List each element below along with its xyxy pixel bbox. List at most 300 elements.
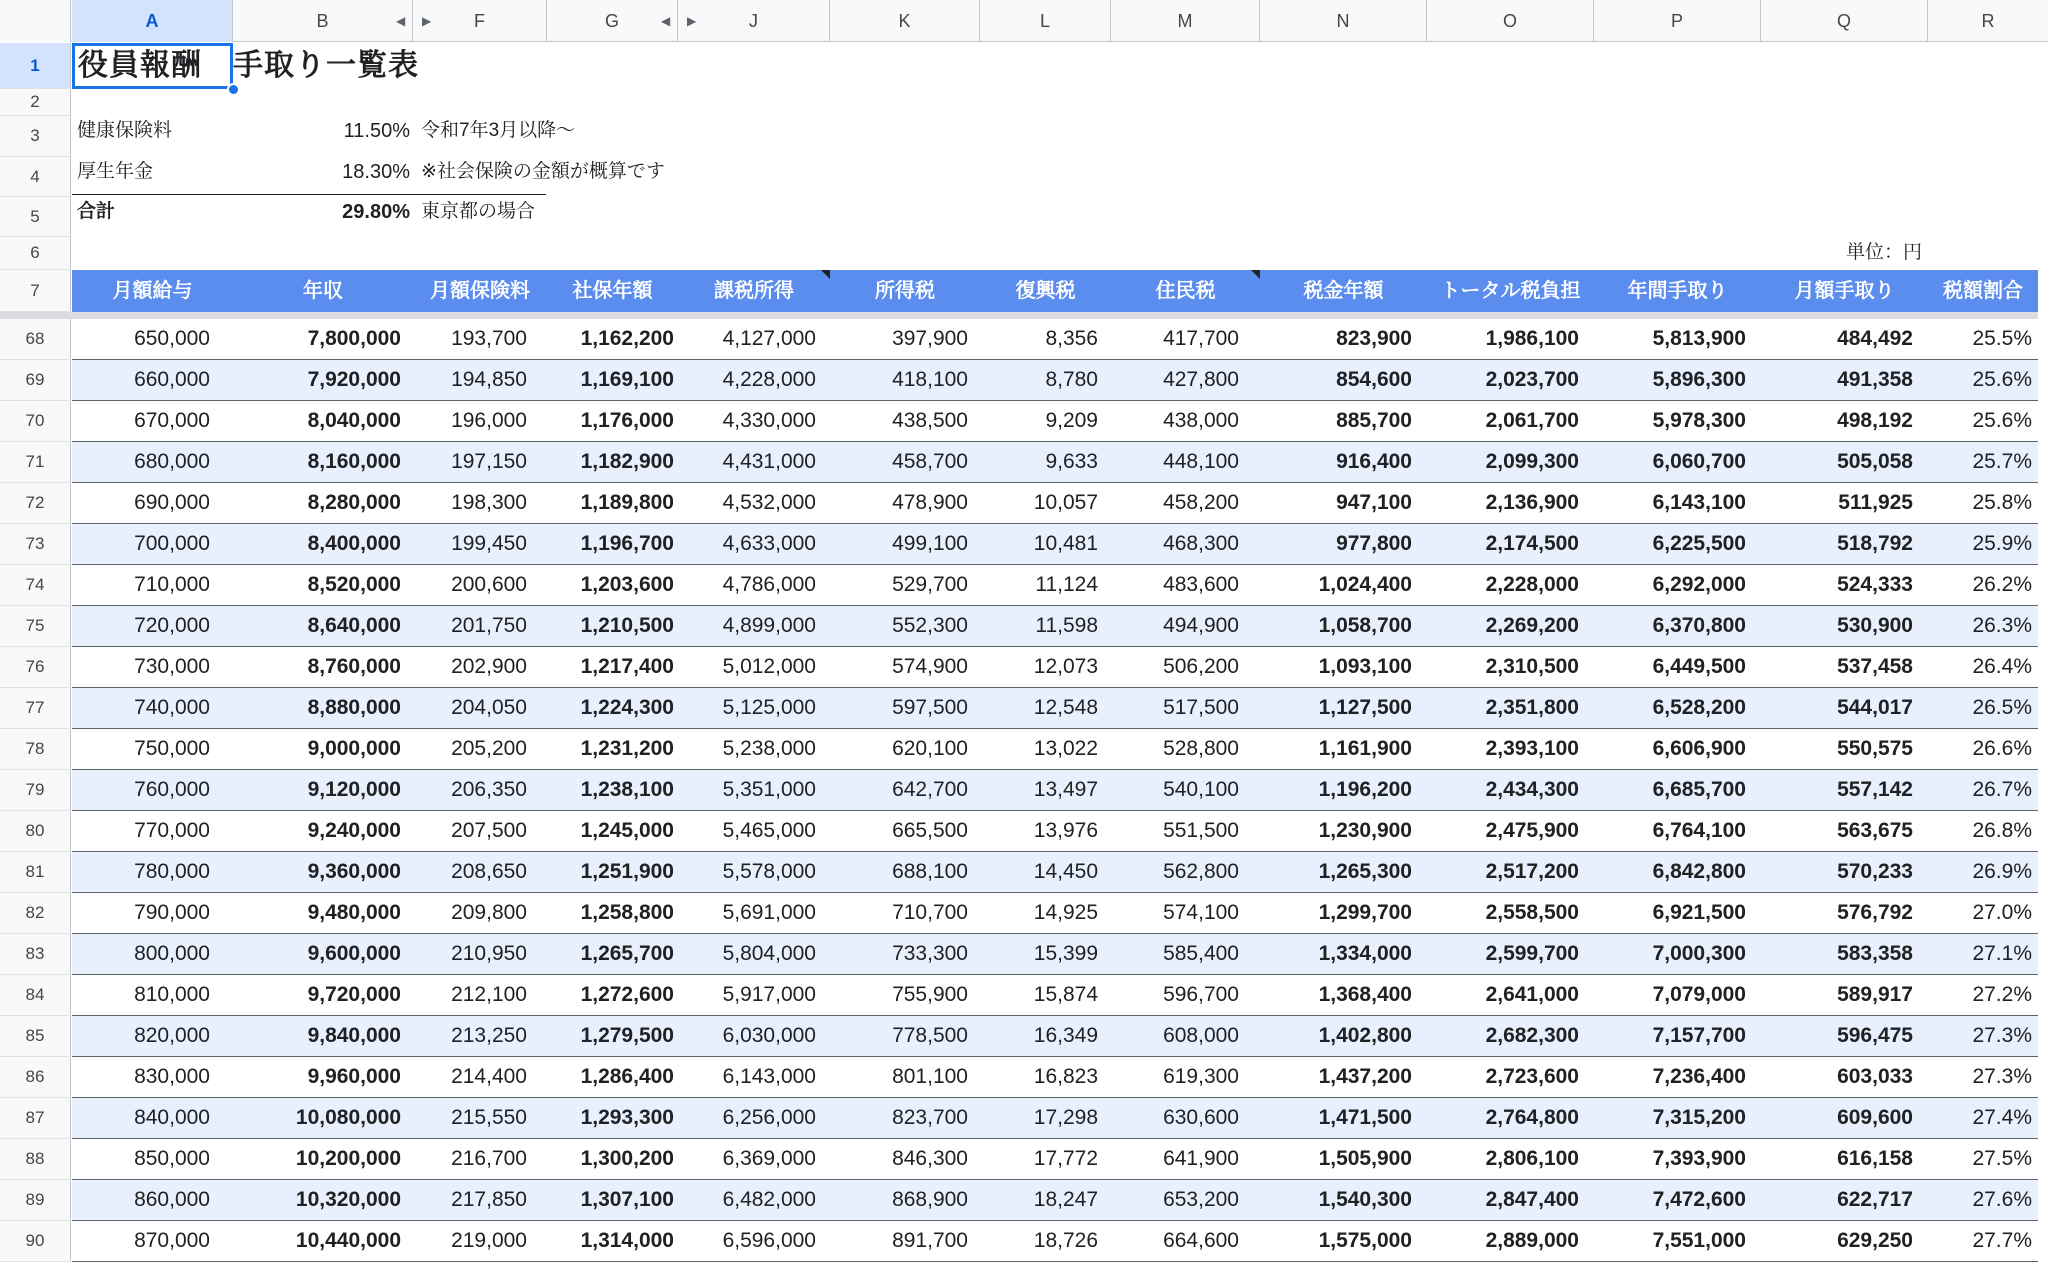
cell-monthly-salary[interactable]: 720,000 (134, 614, 210, 637)
cell-monthly-takehome[interactable]: 616,158 (1837, 1147, 1913, 1170)
unit-label[interactable]: 単位：円 (1845, 242, 1922, 263)
cell-resident-tax[interactable]: 596,700 (1163, 983, 1239, 1006)
row-header[interactable]: 68 (0, 319, 71, 360)
cell-monthly-takehome[interactable]: 576,792 (1837, 901, 1913, 924)
row-header-6[interactable]: 6 (0, 237, 71, 270)
cell-taxable-income[interactable]: 6,256,000 (722, 1106, 816, 1129)
cell-reconstruction-tax[interactable]: 8,780 (1045, 368, 1098, 391)
cell-annual-social-insurance[interactable]: 1,293,300 (580, 1106, 674, 1129)
cell-resident-tax[interactable]: 458,200 (1163, 491, 1239, 514)
cell-taxable-income[interactable]: 4,633,000 (722, 532, 816, 555)
row-header[interactable]: 77 (0, 688, 71, 729)
cell-reconstruction-tax[interactable]: 12,073 (1033, 655, 1098, 678)
cell-resident-tax[interactable]: 608,000 (1163, 1024, 1239, 1047)
cell-reconstruction-tax[interactable]: 10,057 (1033, 491, 1098, 514)
cell-monthly-takehome[interactable]: 530,900 (1837, 614, 1913, 637)
cell-annual-social-insurance[interactable]: 1,189,800 (580, 491, 674, 514)
cell-income-tax[interactable]: 478,900 (892, 491, 968, 514)
cell-monthly-takehome[interactable]: 511,925 (1838, 491, 1913, 514)
row-header[interactable]: 82 (0, 893, 71, 934)
cell-monthly-takehome[interactable]: 491,358 (1837, 368, 1913, 391)
cell-annual-income[interactable]: 10,320,000 (295, 1188, 401, 1211)
cell-monthly-salary[interactable]: 670,000 (134, 409, 210, 432)
cell-annual-income[interactable]: 10,200,000 (295, 1147, 401, 1170)
cell-annual-tax[interactable]: 1,368,400 (1318, 983, 1412, 1006)
cell-monthly-salary[interactable]: 870,000 (134, 1229, 210, 1252)
cell-total-burden[interactable]: 2,558,500 (1485, 901, 1579, 924)
th-resident-tax[interactable]: 住民税 (1155, 280, 1216, 302)
cell-resident-tax[interactable]: 468,300 (1163, 532, 1239, 555)
cell-tax-ratio[interactable]: 27.0% (1972, 901, 2032, 924)
cell-annual-tax[interactable]: 1,402,800 (1318, 1024, 1412, 1047)
cell-income-tax[interactable]: 868,900 (892, 1188, 968, 1211)
cell-tax-ratio[interactable]: 27.4% (1972, 1106, 2032, 1129)
cell-annual-social-insurance[interactable]: 1,224,300 (580, 696, 674, 719)
cell-annual-income[interactable]: 8,160,000 (307, 450, 401, 473)
row-header-7[interactable]: 7 (0, 270, 71, 312)
pension-note[interactable]: ※社会保険の金額が概算です (421, 161, 665, 182)
cell-reconstruction-tax[interactable]: 15,874 (1033, 983, 1098, 1006)
cell-income-tax[interactable]: 801,100 (892, 1065, 968, 1088)
cell-annual-takehome[interactable]: 6,060,700 (1652, 450, 1746, 473)
th-annual-takehome[interactable]: 年間手取り (1627, 280, 1728, 302)
cell-annual-income[interactable]: 9,960,000 (307, 1065, 401, 1088)
cell-annual-takehome[interactable]: 6,528,200 (1652, 696, 1746, 719)
cell-annual-social-insurance[interactable]: 1,314,000 (580, 1229, 674, 1252)
hidden-columns-right-arrow-icon[interactable]: ▶ (422, 14, 432, 28)
row-header[interactable]: 90 (0, 1221, 71, 1262)
cell-income-tax[interactable]: 733,300 (892, 942, 968, 965)
cell-tax-ratio[interactable]: 25.5% (1972, 327, 2032, 350)
column-header-o[interactable]: O (1427, 0, 1594, 42)
cell-monthly-insurance[interactable]: 217,850 (451, 1188, 527, 1211)
hidden-columns-left-arrow-icon[interactable]: ◀ (661, 14, 671, 28)
cell-resident-tax[interactable]: 448,100 (1163, 450, 1239, 473)
cell-annual-tax[interactable]: 1,196,200 (1318, 778, 1412, 801)
cell-annual-social-insurance[interactable]: 1,231,200 (580, 737, 674, 760)
cell-income-tax[interactable]: 499,100 (892, 532, 968, 555)
cell-monthly-insurance[interactable]: 213,250 (451, 1024, 527, 1047)
cell-total-burden[interactable]: 2,023,700 (1485, 368, 1579, 391)
cell-income-tax[interactable]: 552,300 (892, 614, 968, 637)
cell-annual-social-insurance[interactable]: 1,300,200 (580, 1147, 674, 1170)
cell-annual-tax[interactable]: 1,127,500 (1318, 696, 1412, 719)
cell-total-burden[interactable]: 2,434,300 (1485, 778, 1579, 801)
cell-monthly-salary[interactable]: 810,000 (134, 983, 210, 1006)
column-header-p[interactable]: P (1594, 0, 1761, 42)
cell-monthly-salary[interactable]: 850,000 (134, 1147, 210, 1170)
cell-annual-income[interactable]: 9,120,000 (307, 778, 401, 801)
cell-annual-social-insurance[interactable]: 1,265,700 (580, 942, 674, 965)
cell-monthly-salary[interactable]: 860,000 (134, 1188, 210, 1211)
cell-taxable-income[interactable]: 5,917,000 (722, 983, 816, 1006)
cell-income-tax[interactable]: 710,700 (892, 901, 968, 924)
cell-annual-takehome[interactable]: 6,764,100 (1652, 819, 1746, 842)
cell-taxable-income[interactable]: 4,330,000 (722, 409, 816, 432)
cell-annual-tax[interactable]: 885,700 (1336, 409, 1412, 432)
cell-total-burden[interactable]: 2,599,700 (1485, 942, 1579, 965)
cell-income-tax[interactable]: 418,100 (892, 368, 968, 391)
cell-tax-ratio[interactable]: 25.7% (1972, 450, 2032, 473)
cell-reconstruction-tax[interactable]: 18,726 (1033, 1229, 1098, 1252)
total-rate-label[interactable]: 合計 (77, 201, 116, 222)
cell-monthly-takehome[interactable]: 583,358 (1837, 942, 1913, 965)
cell-monthly-takehome[interactable]: 622,717 (1837, 1188, 1913, 1211)
cell-reconstruction-tax[interactable]: 13,022 (1033, 737, 1098, 760)
row-header[interactable]: 84 (0, 975, 71, 1016)
cell-annual-income[interactable]: 8,880,000 (307, 696, 401, 719)
cell-annual-takehome[interactable]: 7,000,300 (1652, 942, 1746, 965)
cell-annual-income[interactable]: 9,240,000 (307, 819, 401, 842)
cell-monthly-takehome[interactable]: 609,600 (1837, 1106, 1913, 1129)
cell-monthly-salary[interactable]: 760,000 (134, 778, 210, 801)
column-header-f[interactable]: F (413, 0, 547, 42)
cell-taxable-income[interactable]: 6,596,000 (722, 1229, 816, 1252)
region-note[interactable]: 東京都の場合 (421, 201, 536, 222)
cell-taxable-income[interactable]: 6,030,000 (722, 1024, 816, 1047)
cell-income-tax[interactable]: 397,900 (892, 327, 968, 350)
cell-monthly-takehome[interactable]: 589,917 (1837, 983, 1913, 1006)
cell-reconstruction-tax[interactable]: 11,124 (1035, 573, 1098, 596)
cell-annual-takehome[interactable]: 6,685,700 (1652, 778, 1746, 801)
cell-resident-tax[interactable]: 574,100 (1163, 901, 1239, 924)
cell-monthly-takehome[interactable]: 596,475 (1837, 1024, 1913, 1047)
cell-monthly-takehome[interactable]: 563,675 (1837, 819, 1913, 842)
health-insurance-rate[interactable]: 11.50% (343, 120, 410, 142)
cell-monthly-insurance[interactable]: 215,550 (451, 1106, 527, 1129)
cell-taxable-income[interactable]: 4,899,000 (722, 614, 816, 637)
cell-monthly-insurance[interactable]: 210,950 (451, 942, 527, 965)
cell-annual-income[interactable]: 10,080,000 (295, 1106, 401, 1129)
cell-resident-tax[interactable]: 653,200 (1163, 1188, 1239, 1211)
cell-annual-takehome[interactable]: 6,921,500 (1652, 901, 1746, 924)
cell-monthly-salary[interactable]: 650,000 (134, 327, 210, 350)
cell-tax-ratio[interactable]: 27.7% (1972, 1229, 2032, 1252)
cell-annual-takehome[interactable]: 6,370,800 (1652, 614, 1746, 637)
cell-tax-ratio[interactable]: 25.6% (1972, 368, 2032, 391)
cell-annual-takehome[interactable]: 6,143,100 (1652, 491, 1746, 514)
cell-total-burden[interactable]: 2,889,000 (1485, 1229, 1579, 1252)
row-header[interactable]: 80 (0, 811, 71, 852)
hidden-columns-left-arrow-icon[interactable]: ◀ (396, 14, 406, 28)
row-header[interactable]: 75 (0, 606, 71, 647)
cell-total-burden[interactable]: 2,806,100 (1485, 1147, 1579, 1170)
cell-monthly-takehome[interactable]: 603,033 (1837, 1065, 1913, 1088)
cell-annual-tax[interactable]: 977,800 (1336, 532, 1412, 555)
cell-tax-ratio[interactable]: 26.5% (1972, 696, 2032, 719)
cell-monthly-salary[interactable]: 730,000 (134, 655, 210, 678)
cell-annual-social-insurance[interactable]: 1,169,100 (580, 368, 674, 391)
cell-annual-social-insurance[interactable]: 1,162,200 (580, 327, 674, 350)
cell-monthly-salary[interactable]: 680,000 (134, 450, 210, 473)
cell-monthly-salary[interactable]: 750,000 (134, 737, 210, 760)
cell-monthly-insurance[interactable]: 204,050 (451, 696, 527, 719)
th-monthly-takehome[interactable]: 月額手取り (1794, 280, 1895, 302)
cell-annual-tax[interactable]: 1,265,300 (1318, 860, 1412, 883)
cell-tax-ratio[interactable]: 27.5% (1972, 1147, 2032, 1170)
cell-annual-social-insurance[interactable]: 1,217,400 (580, 655, 674, 678)
th-annual-social-insurance[interactable]: 社保年額 (572, 280, 653, 302)
cell-annual-tax[interactable]: 1,230,900 (1318, 819, 1412, 842)
th-taxable-income[interactable]: 課税所得 (714, 280, 794, 302)
cell-tax-ratio[interactable]: 27.1% (1972, 942, 2032, 965)
cell-resident-tax[interactable]: 630,600 (1163, 1106, 1239, 1129)
cell-monthly-salary[interactable]: 790,000 (134, 901, 210, 924)
cell-annual-takehome[interactable]: 7,472,600 (1652, 1188, 1746, 1211)
cell-annual-income[interactable]: 7,920,000 (307, 368, 401, 391)
comment-indicator-icon[interactable] (1251, 270, 1260, 279)
cell-annual-income[interactable]: 9,000,000 (307, 737, 401, 760)
cell-reconstruction-tax[interactable]: 9,209 (1045, 409, 1098, 432)
cell-annual-social-insurance[interactable]: 1,203,600 (580, 573, 674, 596)
cell-monthly-insurance[interactable]: 209,800 (451, 901, 527, 924)
cell-total-burden[interactable]: 2,351,800 (1485, 696, 1579, 719)
hidden-columns-right-arrow-icon[interactable]: ▶ (687, 14, 697, 28)
cell-taxable-income[interactable]: 5,465,000 (722, 819, 816, 842)
cell-monthly-takehome[interactable]: 484,492 (1837, 327, 1913, 350)
cell-reconstruction-tax[interactable]: 14,450 (1033, 860, 1098, 883)
row-header[interactable]: 86 (0, 1057, 71, 1098)
cell-annual-tax[interactable]: 1,540,300 (1318, 1188, 1412, 1211)
cell-annual-social-insurance[interactable]: 1,238,100 (580, 778, 674, 801)
cell-tax-ratio[interactable]: 25.9% (1972, 532, 2032, 555)
th-reconstruction-tax[interactable]: 復興税 (1015, 280, 1076, 302)
cell-annual-income[interactable]: 8,280,000 (307, 491, 401, 514)
cell-resident-tax[interactable]: 427,800 (1163, 368, 1239, 391)
cell-resident-tax[interactable]: 517,500 (1163, 696, 1239, 719)
cell-tax-ratio[interactable]: 26.6% (1972, 737, 2032, 760)
cell-reconstruction-tax[interactable]: 17,298 (1033, 1106, 1098, 1129)
cell-annual-social-insurance[interactable]: 1,176,000 (580, 409, 674, 432)
cell-taxable-income[interactable]: 6,369,000 (722, 1147, 816, 1170)
row-header-2[interactable]: 2 (0, 89, 71, 116)
row-header[interactable]: 87 (0, 1098, 71, 1139)
cell-annual-income[interactable]: 9,480,000 (307, 901, 401, 924)
cell-taxable-income[interactable]: 5,012,000 (722, 655, 816, 678)
cell-annual-income[interactable]: 9,360,000 (307, 860, 401, 883)
cell-monthly-insurance[interactable]: 194,850 (451, 368, 527, 391)
cell-reconstruction-tax[interactable]: 15,399 (1033, 942, 1098, 965)
frozen-rows-divider[interactable] (0, 312, 2048, 319)
cell-annual-tax[interactable]: 1,093,100 (1318, 655, 1412, 678)
cell-annual-social-insurance[interactable]: 1,210,500 (580, 614, 674, 637)
cell-monthly-salary[interactable]: 780,000 (134, 860, 210, 883)
cell-resident-tax[interactable]: 551,500 (1163, 819, 1239, 842)
cell-monthly-salary[interactable]: 820,000 (134, 1024, 210, 1047)
cell-total-burden[interactable]: 2,682,300 (1485, 1024, 1579, 1047)
cell-monthly-insurance[interactable]: 196,000 (451, 409, 527, 432)
cell-tax-ratio[interactable]: 26.4% (1972, 655, 2032, 678)
cell-income-tax[interactable]: 642,700 (892, 778, 968, 801)
cell-annual-income[interactable]: 8,640,000 (307, 614, 401, 637)
cell-income-tax[interactable]: 438,500 (892, 409, 968, 432)
cell-annual-takehome[interactable]: 7,393,900 (1652, 1147, 1746, 1170)
cell-annual-tax[interactable]: 1,058,700 (1318, 614, 1412, 637)
row-header[interactable]: 70 (0, 401, 71, 442)
cell-monthly-insurance[interactable]: 206,350 (451, 778, 527, 801)
cell-annual-tax[interactable]: 1,161,900 (1318, 737, 1412, 760)
cell-income-tax[interactable]: 574,900 (892, 655, 968, 678)
cell-total-burden[interactable]: 2,393,100 (1485, 737, 1579, 760)
cell-monthly-salary[interactable]: 740,000 (134, 696, 210, 719)
cell-income-tax[interactable]: 665,500 (892, 819, 968, 842)
cell-annual-tax[interactable]: 854,600 (1336, 368, 1412, 391)
cell-annual-tax[interactable]: 947,100 (1336, 491, 1412, 514)
cell-reconstruction-tax[interactable]: 13,976 (1033, 819, 1098, 842)
cell-annual-social-insurance[interactable]: 1,279,500 (580, 1024, 674, 1047)
cell-annual-social-insurance[interactable]: 1,258,800 (580, 901, 674, 924)
cell-total-burden[interactable]: 2,174,500 (1485, 532, 1579, 555)
cell-income-tax[interactable]: 778,500 (892, 1024, 968, 1047)
cell-annual-tax[interactable]: 1,471,500 (1318, 1106, 1412, 1129)
column-header-k[interactable]: K (830, 0, 980, 42)
cell-monthly-insurance[interactable]: 212,100 (451, 983, 527, 1006)
cell-total-burden[interactable]: 2,269,200 (1485, 614, 1579, 637)
th-income-tax[interactable]: 所得税 (875, 280, 935, 302)
cell-annual-income[interactable]: 9,720,000 (307, 983, 401, 1006)
cell-total-burden[interactable]: 2,764,800 (1485, 1106, 1579, 1129)
cell-annual-social-insurance[interactable]: 1,251,900 (580, 860, 674, 883)
cell-annual-takehome[interactable]: 7,315,200 (1652, 1106, 1746, 1129)
pension-label[interactable]: 厚生年金 (77, 161, 154, 182)
cell-annual-income[interactable]: 8,400,000 (307, 532, 401, 555)
th-total-burden[interactable]: トータル税負担 (1440, 280, 1581, 302)
cell-annual-tax[interactable]: 1,334,000 (1318, 942, 1412, 965)
cell-reconstruction-tax[interactable]: 17,772 (1033, 1147, 1098, 1170)
cell-resident-tax[interactable]: 619,300 (1163, 1065, 1239, 1088)
cell-taxable-income[interactable]: 4,228,000 (722, 368, 816, 391)
row-header[interactable]: 72 (0, 483, 71, 524)
cell-annual-social-insurance[interactable]: 1,196,700 (580, 532, 674, 555)
column-header-g[interactable]: G (547, 0, 678, 42)
cell-monthly-takehome[interactable]: 537,458 (1837, 655, 1913, 678)
cell-annual-takehome[interactable]: 6,449,500 (1652, 655, 1746, 678)
cell-tax-ratio[interactable]: 27.6% (1972, 1188, 2032, 1211)
cell-annual-takehome[interactable]: 7,551,000 (1652, 1229, 1746, 1252)
cell-annual-income[interactable]: 9,840,000 (307, 1024, 401, 1047)
cell-resident-tax[interactable]: 540,100 (1163, 778, 1239, 801)
cell-tax-ratio[interactable]: 27.3% (1972, 1065, 2032, 1088)
row-header[interactable]: 73 (0, 524, 71, 565)
cell-monthly-takehome[interactable]: 557,142 (1837, 778, 1913, 801)
cell-annual-income[interactable]: 7,800,000 (307, 327, 401, 350)
cell-reconstruction-tax[interactable]: 16,823 (1033, 1065, 1098, 1088)
cell-annual-takehome[interactable]: 7,236,400 (1652, 1065, 1746, 1088)
cell-monthly-salary[interactable]: 800,000 (134, 942, 210, 965)
cell-monthly-insurance[interactable]: 205,200 (451, 737, 527, 760)
cell-monthly-takehome[interactable]: 550,575 (1837, 737, 1913, 760)
cell-monthly-salary[interactable]: 840,000 (134, 1106, 210, 1129)
cell-monthly-insurance[interactable]: 198,300 (451, 491, 527, 514)
cell-total-burden[interactable]: 2,228,000 (1485, 573, 1579, 596)
cell-income-tax[interactable]: 755,900 (892, 983, 968, 1006)
cell-total-burden[interactable]: 2,061,700 (1485, 409, 1579, 432)
comment-indicator-icon[interactable] (821, 270, 830, 279)
row-header[interactable]: 81 (0, 852, 71, 893)
cell-annual-tax[interactable]: 1,299,700 (1318, 901, 1412, 924)
cell-taxable-income[interactable]: 6,482,000 (722, 1188, 816, 1211)
cell-taxable-income[interactable]: 5,578,000 (722, 860, 816, 883)
cell-annual-takehome[interactable]: 5,896,300 (1652, 368, 1746, 391)
cell-annual-tax[interactable]: 916,400 (1336, 450, 1412, 473)
row-header-5[interactable]: 5 (0, 197, 71, 237)
row-header[interactable]: 69 (0, 360, 71, 401)
cell-reconstruction-tax[interactable]: 9,633 (1045, 450, 1098, 473)
cell-tax-ratio[interactable]: 26.9% (1972, 860, 2032, 883)
cell-annual-takehome[interactable]: 5,813,900 (1652, 327, 1746, 350)
cell-income-tax[interactable]: 846,300 (892, 1147, 968, 1170)
cell-annual-takehome[interactable]: 6,292,000 (1652, 573, 1746, 596)
cell-annual-tax[interactable]: 1,505,900 (1318, 1147, 1412, 1170)
row-header-1[interactable]: 1 (0, 43, 71, 89)
cell-annual-tax[interactable]: 823,900 (1336, 327, 1412, 350)
cell-taxable-income[interactable]: 4,786,000 (722, 573, 816, 596)
cell-monthly-insurance[interactable]: 219,000 (451, 1229, 527, 1252)
column-header-r[interactable]: R (1981, 11, 1995, 31)
cell-annual-tax[interactable]: 1,437,200 (1318, 1065, 1412, 1088)
cell-annual-takehome[interactable]: 7,079,000 (1652, 983, 1746, 1006)
cell-income-tax[interactable]: 688,100 (892, 860, 968, 883)
cell-income-tax[interactable]: 529,700 (892, 573, 968, 596)
cell-income-tax[interactable]: 823,700 (892, 1106, 968, 1129)
cell-total-burden[interactable]: 2,099,300 (1485, 450, 1579, 473)
sheet-title[interactable]: 役員報酬 手取り一覧表 (78, 49, 419, 82)
cell-monthly-salary[interactable]: 690,000 (134, 491, 210, 514)
cell-monthly-takehome[interactable]: 518,792 (1837, 532, 1913, 555)
cell-tax-ratio[interactable]: 27.2% (1972, 983, 2032, 1006)
cell-total-burden[interactable]: 2,847,400 (1485, 1188, 1579, 1211)
column-header-l[interactable]: L (980, 0, 1111, 42)
cell-monthly-takehome[interactable]: 629,250 (1837, 1229, 1913, 1252)
cell-total-burden[interactable]: 2,723,600 (1485, 1065, 1579, 1088)
cell-annual-takehome[interactable]: 7,157,700 (1652, 1024, 1746, 1047)
cell-monthly-insurance[interactable]: 216,700 (451, 1147, 527, 1170)
cell-taxable-income[interactable]: 6,143,000 (722, 1065, 816, 1088)
cell-resident-tax[interactable]: 483,600 (1163, 573, 1239, 596)
cell-annual-tax[interactable]: 1,024,400 (1318, 573, 1412, 596)
column-header-n[interactable]: N (1260, 0, 1427, 42)
cell-monthly-takehome[interactable]: 524,333 (1837, 573, 1913, 596)
cell-income-tax[interactable]: 620,100 (892, 737, 968, 760)
cell-annual-takehome[interactable]: 5,978,300 (1652, 409, 1746, 432)
cell-total-burden[interactable]: 2,310,500 (1485, 655, 1579, 678)
cell-taxable-income[interactable]: 4,431,000 (722, 450, 816, 473)
cell-annual-tax[interactable]: 1,575,000 (1318, 1229, 1412, 1252)
cell-monthly-insurance[interactable]: 193,700 (451, 327, 527, 350)
th-monthly-insurance[interactable]: 月額保険料 (430, 280, 530, 302)
cell-total-burden[interactable]: 2,517,200 (1485, 860, 1579, 883)
cell-annual-income[interactable]: 8,520,000 (307, 573, 401, 596)
cell-resident-tax[interactable]: 417,700 (1163, 327, 1239, 350)
cell-monthly-insurance[interactable]: 214,400 (451, 1065, 527, 1088)
cell-taxable-income[interactable]: 4,532,000 (722, 491, 816, 514)
cell-reconstruction-tax[interactable]: 14,925 (1033, 901, 1098, 924)
cell-resident-tax[interactable]: 506,200 (1163, 655, 1239, 678)
cell-annual-income[interactable]: 9,600,000 (307, 942, 401, 965)
cell-resident-tax[interactable]: 494,900 (1163, 614, 1239, 637)
cell-monthly-insurance[interactable]: 207,500 (451, 819, 527, 842)
cell-tax-ratio[interactable]: 26.8% (1972, 819, 2032, 842)
column-header-m[interactable]: M (1111, 0, 1260, 42)
cell-monthly-takehome[interactable]: 498,192 (1837, 409, 1913, 432)
cell-resident-tax[interactable]: 641,900 (1163, 1147, 1239, 1170)
cell-monthly-salary[interactable]: 700,000 (134, 532, 210, 555)
cell-monthly-insurance[interactable]: 202,900 (451, 655, 527, 678)
cell-resident-tax[interactable]: 585,400 (1163, 942, 1239, 965)
cell-reconstruction-tax[interactable]: 18,247 (1033, 1188, 1098, 1211)
cell-taxable-income[interactable]: 4,127,000 (722, 327, 816, 350)
cell-annual-social-insurance[interactable]: 1,245,000 (580, 819, 674, 842)
